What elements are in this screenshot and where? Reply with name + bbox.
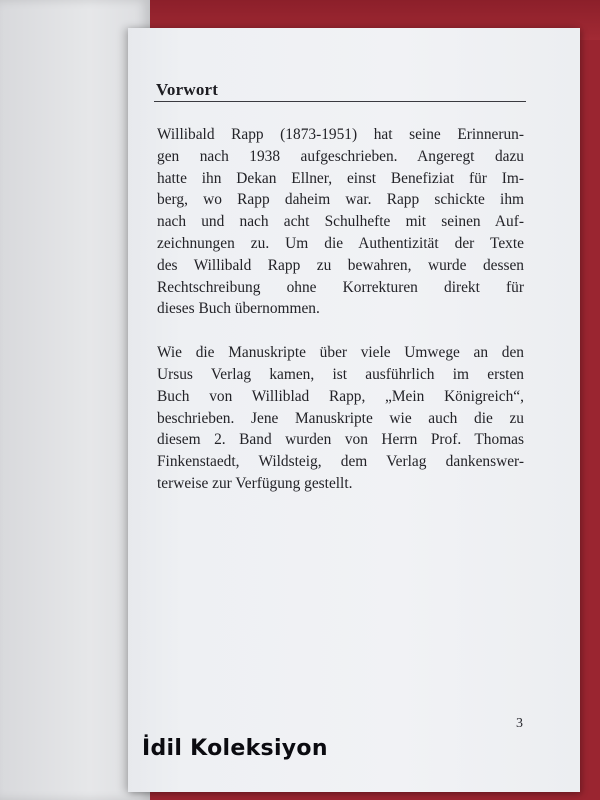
text-line: Willibald Rapp (1873-1951) hat seine Erinnerun- [157,126,524,143]
text-line: berg, wo Rapp daheim war. Rapp schickte ihm [157,191,524,209]
book-page [128,28,580,792]
text-line: Buch von Williblad Rapp, „Mein Königreich“, [157,387,524,405]
text-line: Ursus Verlag kamen, ist ausführlich im ersten [157,365,524,383]
text-line: Finkenstaedt, Wildsteig, dem Verlag dankenswer- [157,453,524,471]
text-line: Rechtschreibung ohne Korrekturen direkt für [157,278,524,296]
text-line: dieses Buch übernommen. [157,300,320,318]
text-line: Wie die Manuskripte über viele Umwege an den [157,344,524,362]
text-line: terweise zur Verfügung gestellt. [157,474,353,492]
text-line: zeichnungen zu. Um die Authentizität der Texte [157,234,524,252]
paragraph-2 [157,342,524,495]
chapter-heading: Vorwort [156,80,219,99]
text-line: hatte ihn Dekan Ellner, einst Benefiziat für Im- [157,169,524,187]
heading-rule [154,101,526,102]
paragraph-1 [157,124,524,320]
text-line: des Willibald Rapp zu bewahren, wurde dessen [157,256,524,274]
watermark-label: İdil Koleksiyon [142,736,328,761]
text-line: nach und nach acht Schulhefte mit seinen Auf- [157,213,524,231]
page-number: 3 [516,716,523,731]
body-text [157,124,524,495]
text-line: beschrieben. Jene Manuskripte wie auch die zu [157,409,524,427]
text-line: gen nach 1938 aufgeschrieben. Angeregt dazu [157,147,524,165]
text-line: diesem 2. Band wurden von Herrn Prof. Thomas [157,431,524,449]
